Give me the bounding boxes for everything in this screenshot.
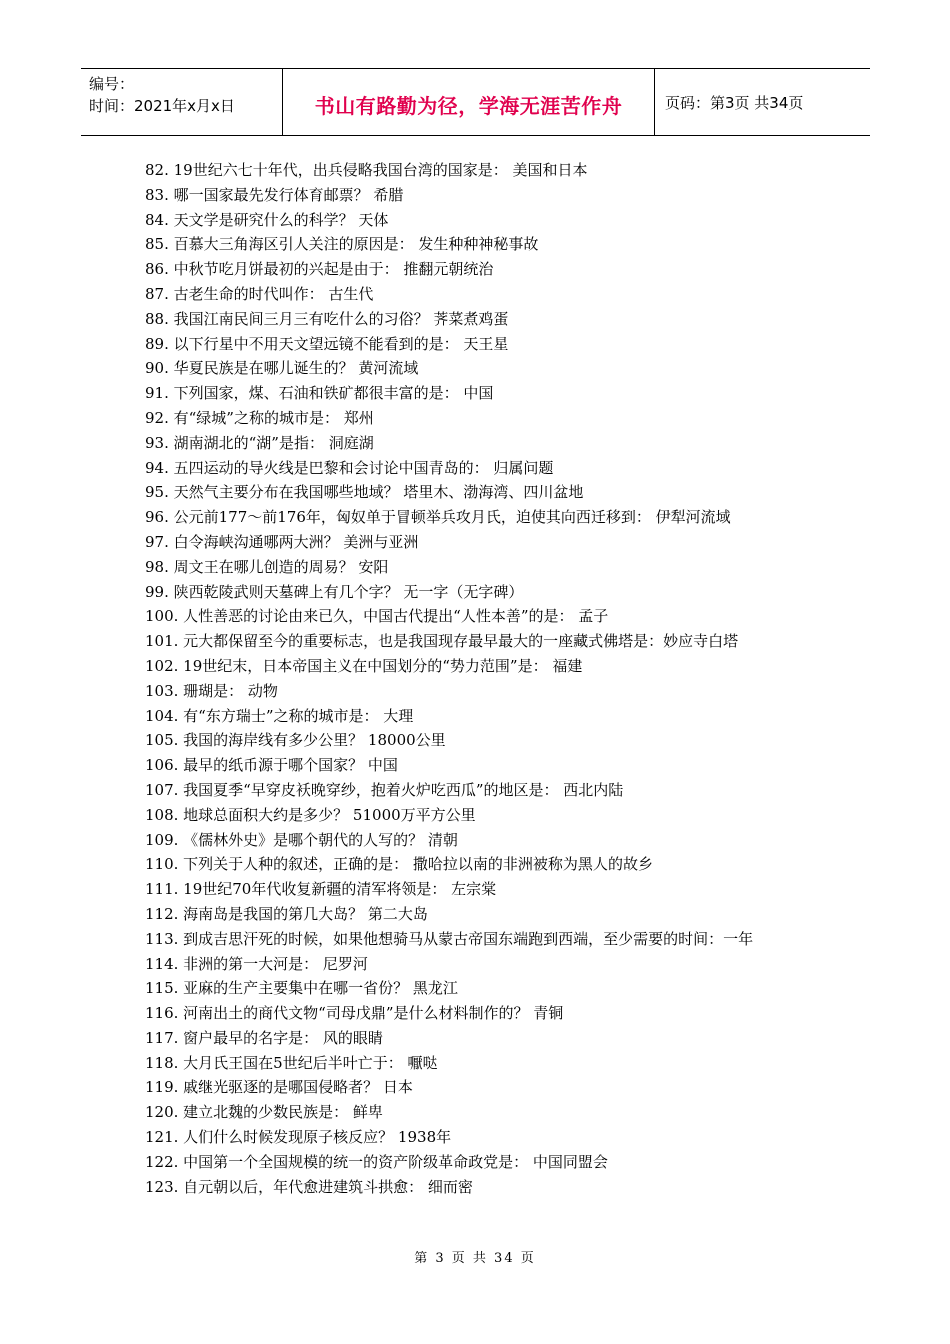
list-item: 89. 以下行星中不用天文望远镜不能看到的是： 天王星 — [145, 334, 509, 353]
list-item: 96. 公元前177～前176年，匈奴单于冒顿举兵攻月氏，迫使其向西迁移到： 伊犁河流域 — [145, 508, 731, 527]
list-item: 114. 非洲的第一大河是： 尼罗河 — [145, 954, 368, 973]
header-page-info: 页码：第3页 共34页 — [665, 93, 804, 112]
list-item: 117. 窗户最早的名字是： 风的眼睛 — [145, 1028, 383, 1047]
list-item: 105. 我国的海岸线有多少公里？ 18000公里 — [145, 731, 446, 750]
list-item: 93. 湖南湖北的“湖”是指： 洞庭湖 — [145, 433, 374, 452]
list-item: 102. 19世纪末，日本帝国主义在中国划分的“势力范围”是： 福建 — [145, 656, 583, 675]
list-item: 123. 自元朝以后，年代愈进建筑斗拱愈： 细而密 — [145, 1177, 473, 1196]
page-footer: 第 3 页 共 34 页 — [414, 1251, 536, 1266]
list-item: 104. 有“东方瑞士”之称的城市是： 大理 — [145, 706, 414, 725]
list-item: 122. 中国第一个全国规模的统一的资产阶级革命政党是： 中国同盟会 — [145, 1152, 608, 1171]
list-item: 119. 戚继光驱逐的是哪国侵略者？ 日本 — [145, 1078, 413, 1097]
list-item: 121. 人们什么时候发现原子核反应？ 1938年 — [145, 1128, 452, 1147]
list-item: 103. 珊瑚是： 动物 — [145, 681, 278, 700]
list-item: 108. 地球总面积大约是多少？ 51000万平方公里 — [145, 805, 476, 824]
list-item: 106. 最早的纸币源于哪个国家？ 中国 — [145, 756, 398, 775]
serial-number-label: 编号： — [89, 75, 135, 93]
list-item: 113. 到成吉思汗死的时候，如果他想骑马从蒙古帝国东端跑到西端，至少需要的时间：一年 — [145, 929, 754, 948]
list-item: 111. 19世纪70年代收复新疆的清军将领是： 左宗棠 — [145, 880, 497, 899]
list-item: 107. 我国夏季“早穿皮袄晚穿纱，抱着火炉吃西瓜”的地区是： 西北内陆 — [145, 780, 624, 799]
list-item: 97. 白令海峡沟通哪两大洲？ 美洲与亚洲 — [145, 532, 419, 551]
header-motto-cell — [283, 69, 655, 135]
list-item: 82. 19世纪六七十年代，出兵侵略我国台湾的国家是： 美国和日本 — [145, 161, 588, 179]
list-item: 94. 五四运动的导火线是巴黎和会讨论中国青岛的： 归属问题 — [145, 458, 554, 477]
list-item: 115. 亚麻的生产主要集中在哪一省份？ 黑龙江 — [145, 979, 458, 998]
list-item: 84. 天文学是研究什么的科学？ 天体 — [145, 210, 389, 229]
list-item: 118. 大月氏王国在5世纪后半叶亡于： 嚈哒 — [145, 1053, 438, 1072]
list-item: 88. 我国江南民间三月三有吃什么的习俗？ 荠菜煮鸡蛋 — [145, 309, 509, 328]
list-item: 85. 百慕大三角海区引人关注的原因是： 发生种种神秘事故 — [145, 235, 539, 254]
list-item: 90. 华夏民族是在哪儿诞生的？ 黄河流域 — [145, 359, 419, 378]
list-item: 86. 中秋节吃月饼最初的兴起是由于： 推翻元朝统治 — [145, 260, 494, 279]
list-item: 109. 《儒林外史》是哪个朝代的人写的？ 清朝 — [145, 830, 458, 849]
list-item: 83. 哪一国家最先发行体育邮票？ 希腊 — [145, 185, 404, 204]
list-item: 100. 人性善恶的讨论由来已久，中国古代提出“人性本善”的是： 孟子 — [145, 607, 609, 626]
header-meta-cell — [81, 69, 283, 135]
list-item: 112. 海南岛是我国的第几大岛？ 第二大岛 — [145, 904, 428, 923]
header-page-cell — [655, 69, 870, 135]
list-item: 99. 陕西乾陵武则天墓碑上有几个字？ 无一字（无字碑） — [145, 582, 524, 601]
list-item: 92. 有“绿城”之称的城市是： 郑州 — [145, 408, 374, 427]
time-label: 时间：2021年x月x日 — [89, 97, 235, 115]
list-item: 98. 周文王在哪儿创造的周易？ 安阳 — [145, 557, 389, 576]
list-item: 110. 下列关于人种的叙述，正确的是： 撒哈拉以南的非洲被称为黑人的故乡 — [145, 855, 653, 874]
list-item: 120. 建立北魏的少数民族是： 鲜卑 — [145, 1103, 383, 1122]
list-item: 87. 古老生命的时代叫作： 古生代 — [145, 284, 374, 303]
list-item: 101. 元大都保留至今的重要标志，也是我国现存最早最大的一座藏式佛塔是：妙应寺白塔 — [145, 632, 739, 651]
page-header — [81, 68, 870, 136]
list-item: 91. 下列国家，煤、石油和铁矿都很丰富的是： 中国 — [145, 384, 494, 403]
list-item: 116. 河南出土的商代文物“司母戊鼎”是什么材料制作的？ 青铜 — [145, 1004, 564, 1023]
header-motto: 书山有路勤为径，学海无涯苦作舟 — [314, 93, 623, 118]
list-item: 95. 天然气主要分布在我国哪些地域？ 塔里木、渤海湾、四川盆地 — [145, 483, 584, 502]
question-list — [145, 158, 815, 1199]
